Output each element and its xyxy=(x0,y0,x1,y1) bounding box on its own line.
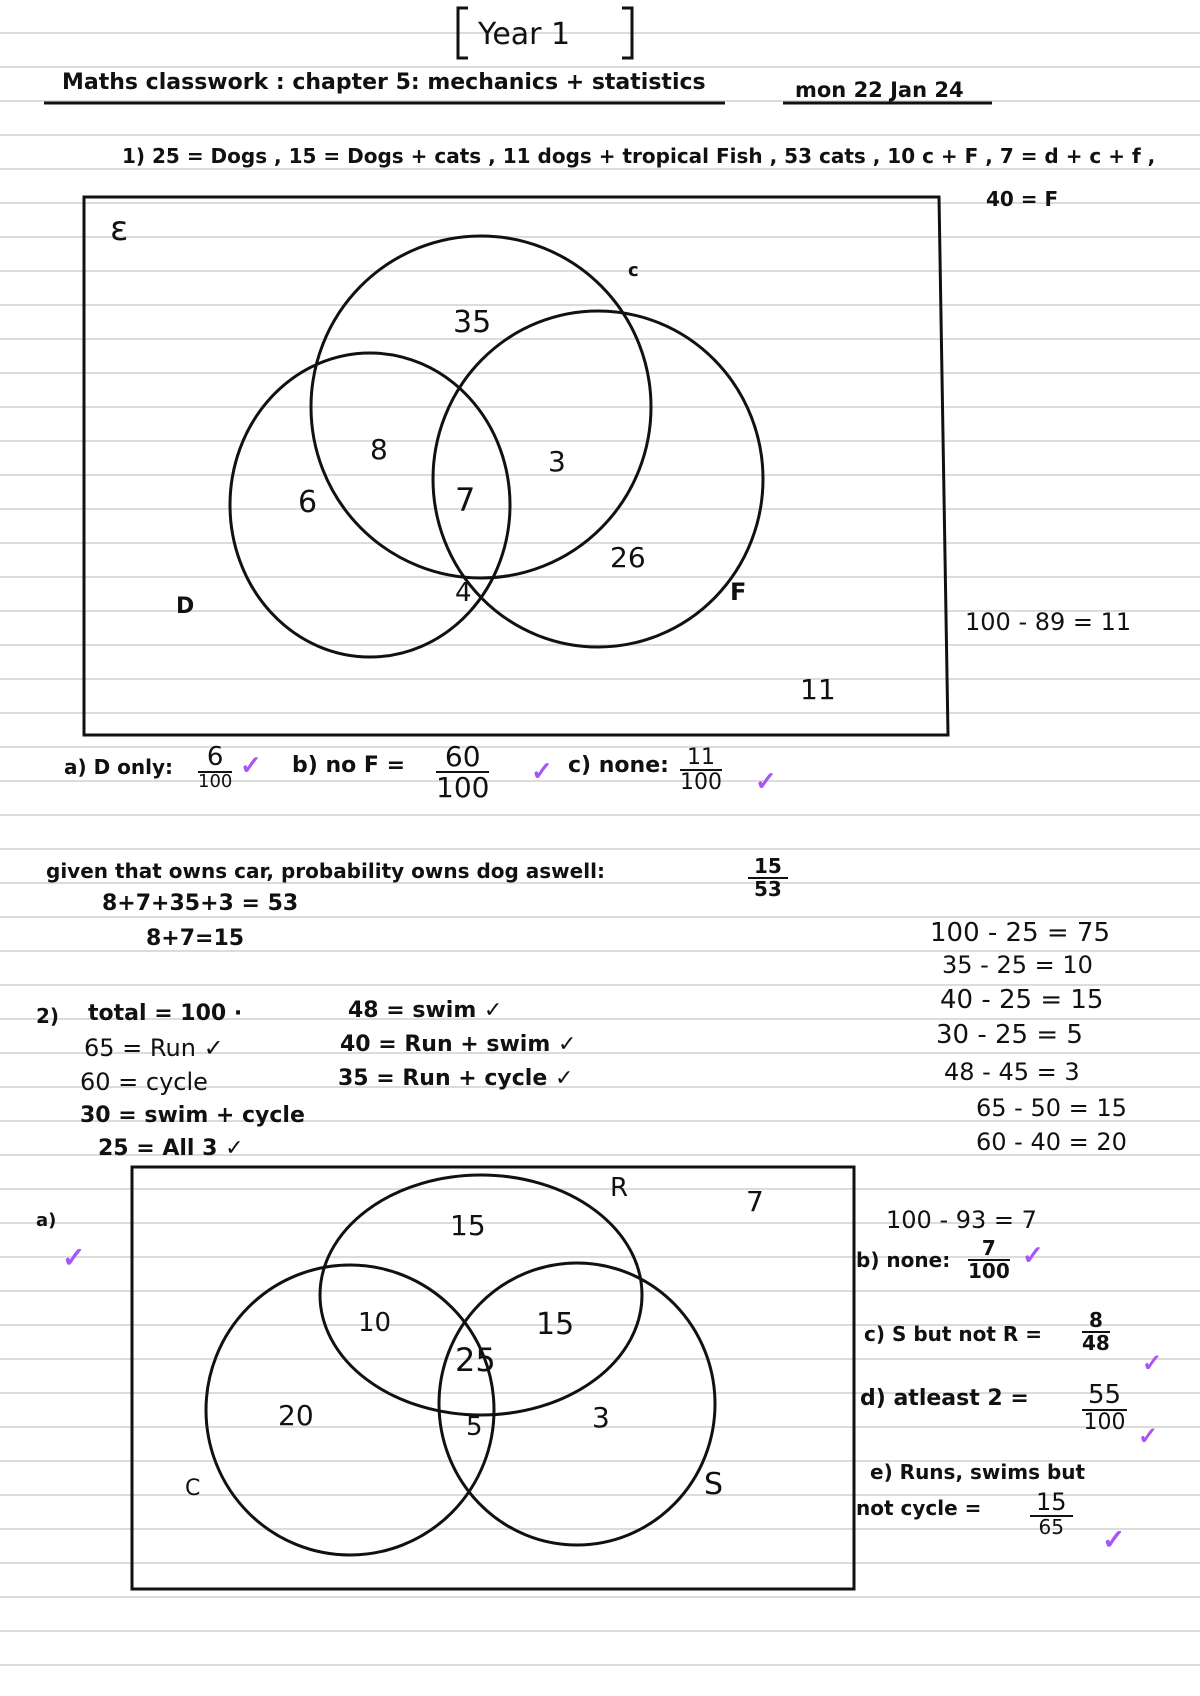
q1-given-work-2: 8+7=15 xyxy=(146,926,245,951)
q1-answer-b-num: 60 xyxy=(436,742,489,773)
q2-side-c-fraction xyxy=(1082,1310,1110,1354)
q1-answer-c-fraction xyxy=(680,746,722,794)
q2-label-s: S xyxy=(704,1467,724,1502)
q2-right-calc-3: 40 - 25 = 15 xyxy=(940,985,1104,1015)
q2-side-d-num: 55 xyxy=(1082,1382,1127,1411)
q2-side-d-tick: ✓ xyxy=(1138,1423,1159,1450)
q1-region-all: 7 xyxy=(455,481,476,519)
q2-part-a-tick: ✓ xyxy=(62,1242,86,1273)
q2-mid-item-3: 35 = Run + cycle ✓ xyxy=(338,1066,574,1091)
q2-region-outside: 7 xyxy=(746,1185,764,1218)
q2-region-r-c: 10 xyxy=(358,1308,392,1338)
q2-side-b-num: 7 xyxy=(968,1238,1010,1261)
q2-side-e-num: 15 xyxy=(1030,1490,1073,1517)
q1-answer-b-tick: ✓ xyxy=(531,756,553,786)
right-bracket xyxy=(622,8,632,58)
q2-side-d-label: d) atleast 2 = xyxy=(860,1386,1029,1411)
q2-region-s-only: 3 xyxy=(592,1401,610,1434)
q1-answer-c-num: 11 xyxy=(680,746,722,771)
q1-side-calc: 100 - 89 = 11 xyxy=(965,608,1132,636)
q2-side-e-fraction xyxy=(1030,1490,1073,1538)
q1-answer-b-fraction xyxy=(436,742,489,803)
q2-side-d-fraction xyxy=(1082,1382,1127,1434)
q2-side-b-den: 100 xyxy=(968,1259,1010,1283)
q2-side-d-den: 100 xyxy=(1083,1410,1126,1436)
q1-circle-c xyxy=(311,236,651,578)
q2-side-e-label-1: e) Runs, swims but xyxy=(870,1460,1086,1484)
q2-right-calc-5: 48 - 45 = 3 xyxy=(944,1058,1080,1086)
q2-side-c-den: 48 xyxy=(1082,1331,1110,1355)
q2-right-calc-7: 60 - 40 = 20 xyxy=(976,1128,1127,1156)
q1-label-f: F xyxy=(730,578,747,606)
q1-answer-a-tick: ✓ xyxy=(240,750,262,780)
q1-given-num: 15 xyxy=(748,856,788,879)
q2-left-item-3: 60 = cycle xyxy=(80,1068,208,1096)
q1-answer-a-num: 6 xyxy=(198,744,232,773)
q1-fish-note: 40 = F xyxy=(986,187,1059,211)
q2-side-b-fraction xyxy=(968,1238,1010,1282)
q2-side-c-label: c) S but not R = xyxy=(864,1322,1043,1346)
q2-mid-item-2: 40 = Run + swim ✓ xyxy=(340,1032,577,1057)
q1-region-d-only: 6 xyxy=(298,485,318,520)
q2-region-c-s: 5 xyxy=(466,1412,483,1442)
q1-given-work-1: 8+7+35+3 = 53 xyxy=(102,891,299,916)
q2-circle-s xyxy=(439,1263,715,1545)
q1-label-c: c xyxy=(628,260,639,281)
q1-answer-c-den: 100 xyxy=(680,770,722,796)
page-date: mon 22 Jan 24 xyxy=(795,78,964,102)
q1-answer-a-fraction xyxy=(198,744,232,792)
q1-region-d-c: 8 xyxy=(370,433,388,466)
q1-answer-a-den: 100 xyxy=(198,771,233,793)
q1-given-den: 53 xyxy=(754,877,782,901)
q1-answer-a-label: a) D only: xyxy=(64,755,174,779)
q2-right-calc-1: 100 - 25 = 75 xyxy=(930,918,1111,948)
q2-region-all: 25 xyxy=(455,1341,496,1379)
q1-answer-b-label: b) no F = xyxy=(292,753,406,778)
q1-region-c-only: 35 xyxy=(453,305,492,340)
q2-region-r-only: 15 xyxy=(450,1209,486,1242)
left-bracket xyxy=(458,8,468,58)
q2-right-calc-4: 30 - 25 = 5 xyxy=(936,1020,1083,1050)
q2-right-calc-2: 35 - 25 = 10 xyxy=(942,951,1093,979)
page-title: Maths classwork : chapter 5: mechanics + statistics xyxy=(62,70,706,95)
q1-region-f-only: 26 xyxy=(610,541,646,574)
q2-side-calc: 100 - 93 = 7 xyxy=(886,1206,1037,1234)
q1-universal-symbol: ε xyxy=(110,209,129,249)
q2-side-b-label: b) none: xyxy=(856,1248,951,1272)
q2-side-c-num: 8 xyxy=(1082,1310,1110,1333)
q2-left-item-4: 30 = swim + cycle xyxy=(80,1103,305,1128)
q2-side-e-tick: ✓ xyxy=(1102,1524,1126,1555)
q2-mid-item-1: 48 = swim ✓ xyxy=(348,998,503,1023)
q2-part-a-label: a) xyxy=(36,1210,57,1231)
q1-answer-c-tick: ✓ xyxy=(755,766,777,796)
q2-side-c-tick: ✓ xyxy=(1142,1350,1163,1377)
q1-universal-box xyxy=(84,197,948,735)
q2-side-b-tick: ✓ xyxy=(1022,1240,1044,1270)
q1-answer-c-label: c) none: xyxy=(568,753,669,778)
q1-region-d-f: 4 xyxy=(455,578,472,608)
q2-side-e-label-2: not cycle = xyxy=(856,1496,982,1520)
q1-given-text: given that owns car, probability owns dog aswell: xyxy=(46,859,605,883)
q1-question: 1) 25 = Dogs , 15 = Dogs + cats , 11 dogs + tropical Fish , 53 cats , 10 c + F , 7 = d + c + f , xyxy=(122,144,1156,168)
q2-right-calc-6: 65 - 50 = 15 xyxy=(976,1094,1127,1122)
q1-answer-b-den: 100 xyxy=(436,771,490,805)
q2-region-r-s: 15 xyxy=(536,1307,575,1342)
q2-label-c: C xyxy=(185,1476,201,1501)
q1-given-fraction xyxy=(748,856,788,900)
q1-label-d: D xyxy=(176,594,195,619)
q2-left-item-5: 25 = All 3 ✓ xyxy=(98,1136,244,1161)
q2-side-e-den: 65 xyxy=(1038,1515,1064,1540)
year-label: Year 1 xyxy=(478,17,571,52)
q2-circle-c xyxy=(206,1265,494,1555)
q1-region-outside: 11 xyxy=(800,673,836,706)
q2-left-item-1: total = 100 · xyxy=(88,1001,243,1026)
q2-label-r: R xyxy=(610,1173,629,1203)
q2-label: 2) xyxy=(36,1004,60,1028)
q2-left-item-2: 65 = Run ✓ xyxy=(84,1034,224,1062)
q2-region-c-only: 20 xyxy=(278,1399,314,1432)
q1-region-c-f: 3 xyxy=(548,445,566,478)
